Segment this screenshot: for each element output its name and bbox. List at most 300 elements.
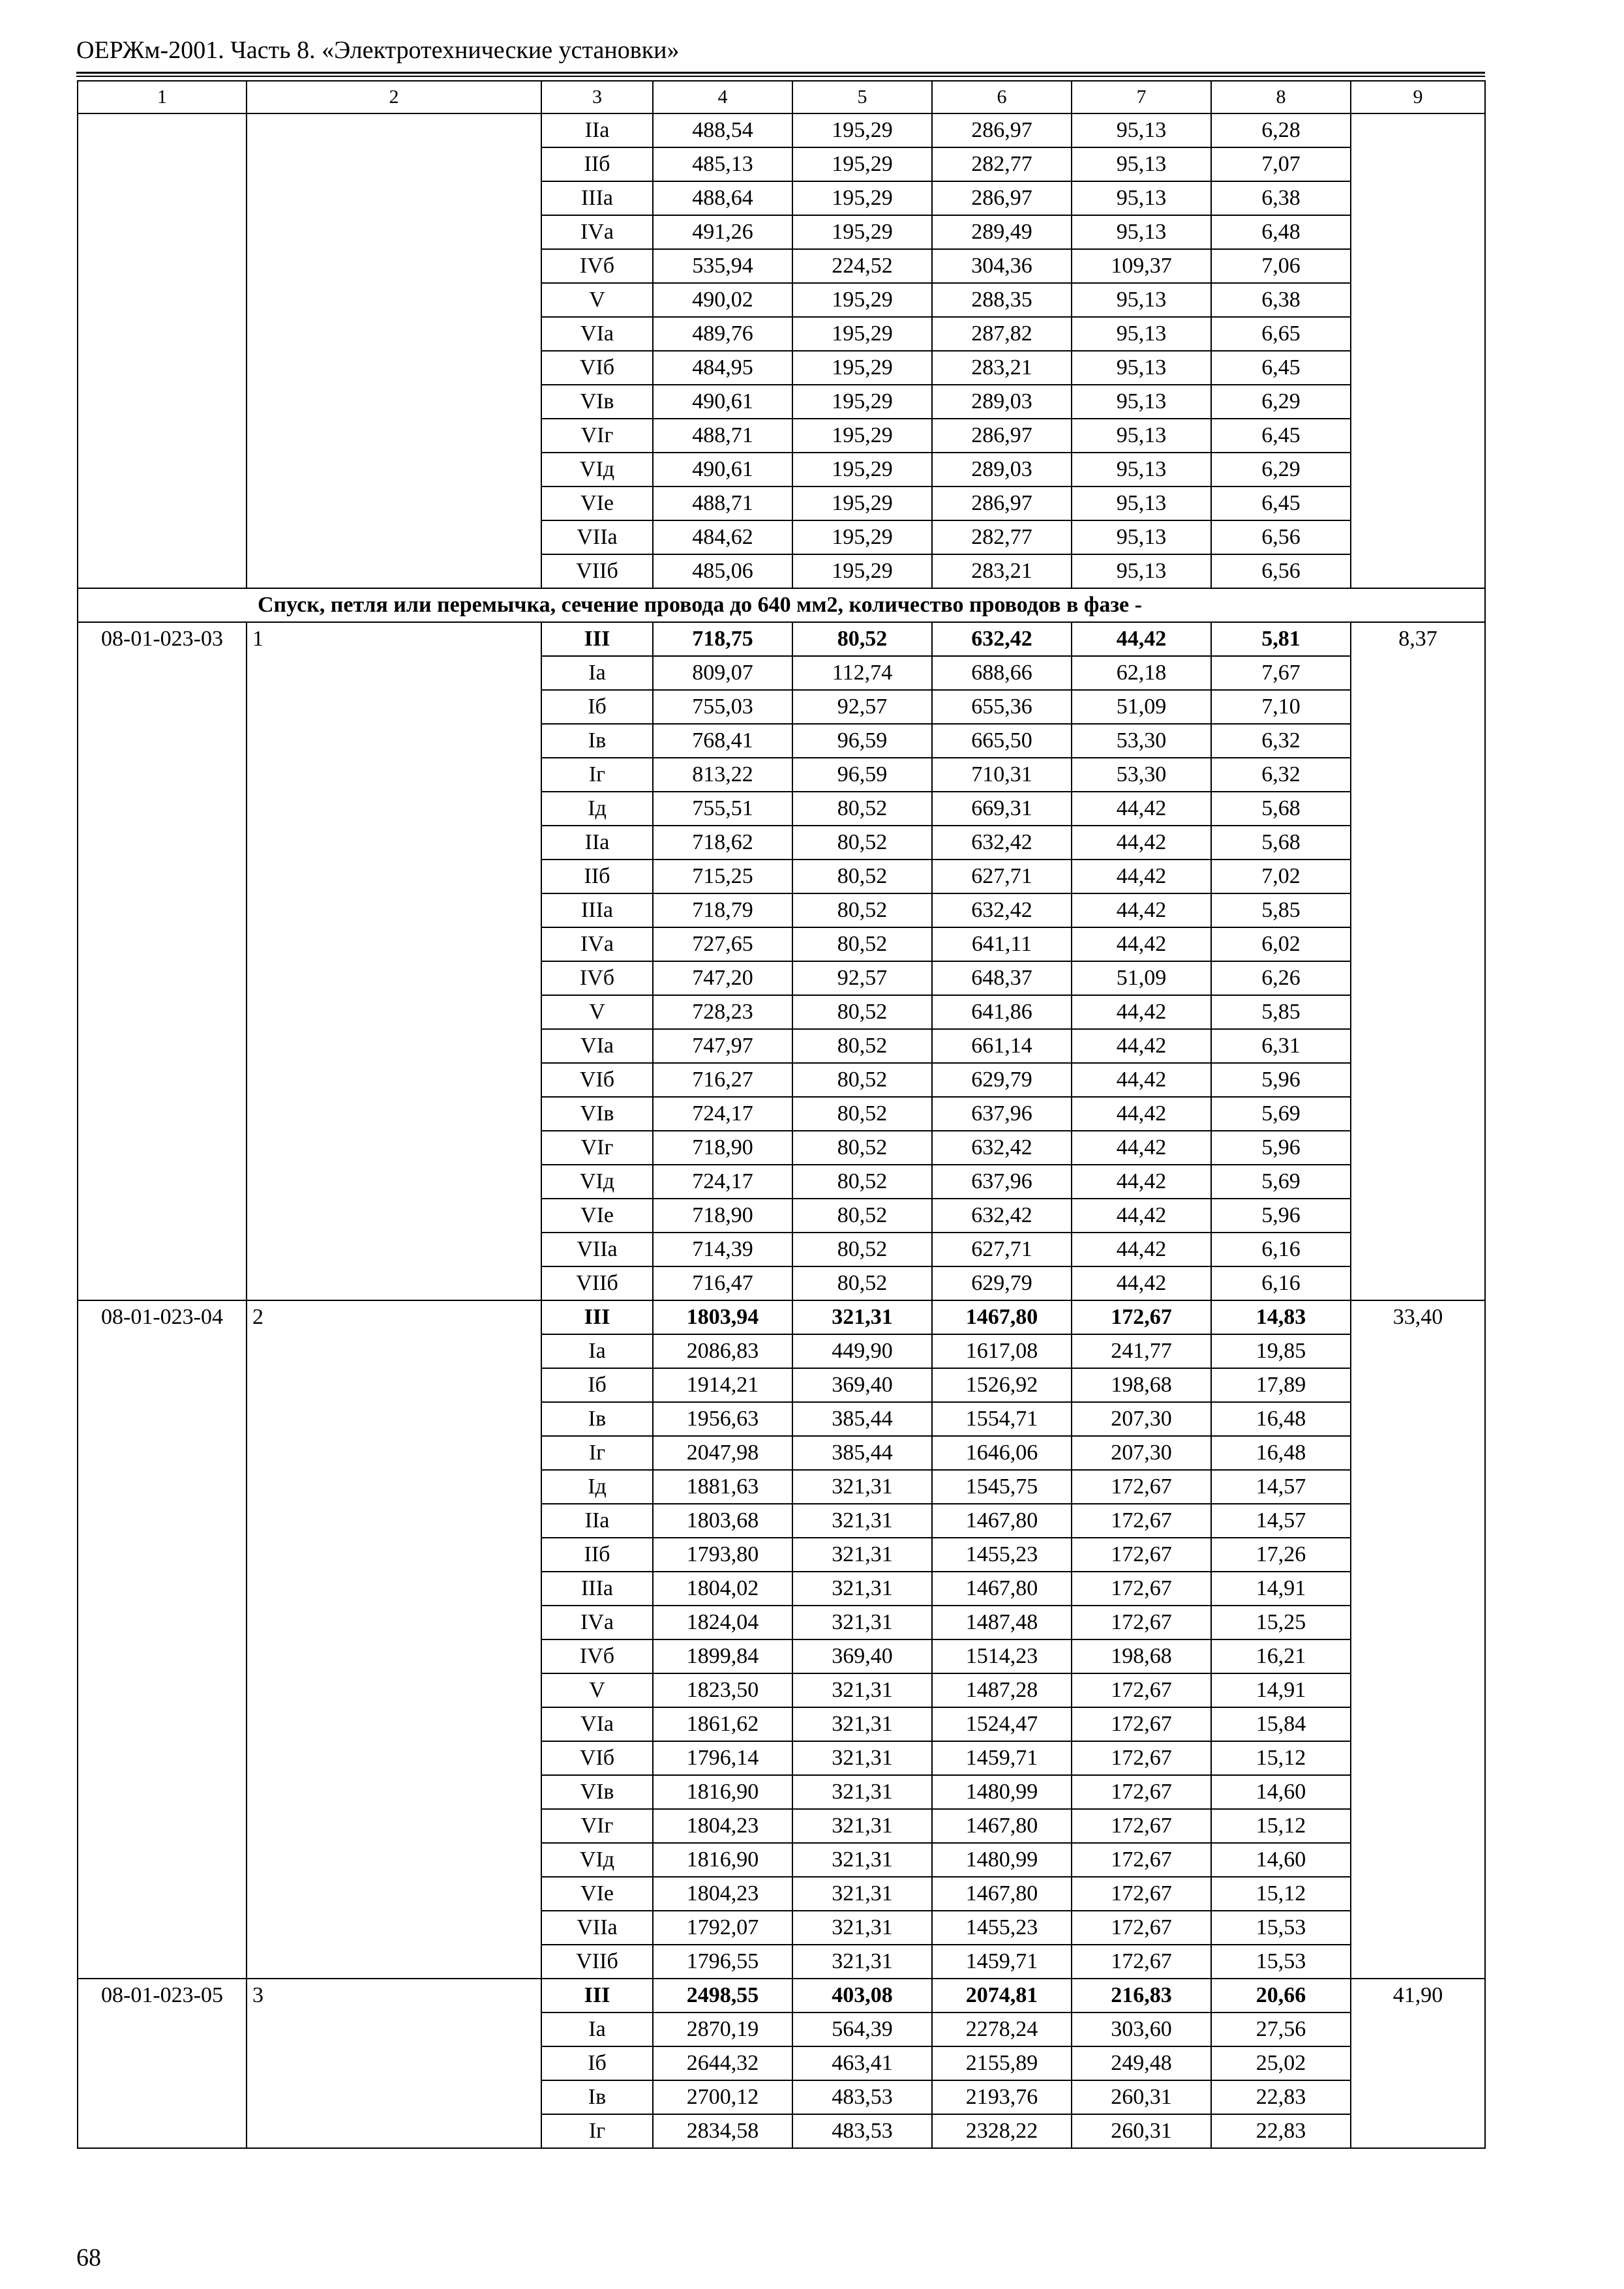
value-cell: 172,67 [1072,1470,1211,1504]
value-cell: 1899,84 [653,1639,792,1673]
column-number-cell: 8 [1211,81,1351,113]
zone-cell: Iг [541,2114,653,2148]
value-cell: 6,32 [1211,758,1351,792]
value-cell: 27,56 [1211,2012,1351,2046]
value-cell: 44,42 [1072,1029,1211,1063]
value-cell: 485,13 [653,147,792,181]
value-cell: 14,83 [1211,1300,1351,1334]
value-cell: 463,41 [792,2046,932,2080]
value-cell: 95,13 [1072,317,1211,351]
zone-cell: Iв [541,1402,653,1436]
value-cell: 1804,23 [653,1877,792,1911]
value-cell: 260,31 [1072,2080,1211,2114]
value-cell: 172,67 [1072,1775,1211,1809]
value-cell: 484,62 [653,520,792,554]
column-number-cell: 6 [932,81,1072,113]
value-cell: 6,48 [1211,215,1351,249]
value-cell: 2644,32 [653,2046,792,2080]
value-cell: 1467,80 [932,1572,1072,1606]
zone-cell: IVа [541,215,653,249]
zone-cell: IIIа [541,181,653,215]
header-rule [76,72,1485,74]
value-cell: 95,13 [1072,419,1211,453]
value-cell: 2047,98 [653,1436,792,1470]
value-cell: 768,41 [653,724,792,758]
value-cell: 1455,23 [932,1911,1072,1945]
value-cell: 1467,80 [932,1300,1072,1334]
value-cell: 321,31 [792,1504,932,1538]
zone-cell: Iв [541,2080,653,2114]
value-cell: 283,21 [932,554,1072,588]
value-cell: 14,60 [1211,1775,1351,1809]
value-cell: 80,52 [792,1266,932,1300]
zone-cell: V [541,995,653,1029]
value-cell: 286,97 [932,419,1072,453]
col9-cell: 8,37 [1351,622,1485,1300]
value-cell: 53,30 [1072,758,1211,792]
value-cell: 96,59 [792,724,932,758]
value-cell: 724,17 [653,1165,792,1199]
table-row [78,113,1485,147]
value-cell: 485,06 [653,554,792,588]
value-cell: 14,91 [1211,1572,1351,1606]
zone-cell: Iб [541,690,653,724]
value-cell: 718,90 [653,1199,792,1233]
column-number-cell: 7 [1072,81,1211,113]
value-cell: 535,94 [653,249,792,283]
value-cell: 632,42 [932,826,1072,860]
value-cell: 92,57 [792,961,932,995]
value-cell: 7,06 [1211,249,1351,283]
value-cell: 224,52 [792,249,932,283]
value-cell: 641,86 [932,995,1072,1029]
value-cell: 92,57 [792,690,932,724]
value-cell: 6,38 [1211,283,1351,317]
value-cell: 260,31 [1072,2114,1211,2148]
zone-cell: VIб [541,351,653,385]
value-cell: 95,13 [1072,215,1211,249]
value-cell: 62,18 [1072,656,1211,690]
zone-cell: V [541,1673,653,1707]
column-number-cell: 3 [541,81,653,113]
value-cell: 321,31 [792,1843,932,1877]
value-cell: 195,29 [792,419,932,453]
value-cell: 665,50 [932,724,1072,758]
value-cell: 321,31 [792,1470,932,1504]
value-cell: 287,82 [932,317,1072,351]
zone-cell: Iа [541,2012,653,2046]
zone-cell: Iд [541,792,653,826]
value-cell: 95,13 [1072,520,1211,554]
value-cell: 44,42 [1072,1199,1211,1233]
value-cell: 44,42 [1072,622,1211,656]
value-cell: 714,39 [653,1233,792,1266]
value-cell: 172,67 [1072,1707,1211,1741]
value-cell: 286,97 [932,113,1072,147]
value-cell: 1803,94 [653,1300,792,1334]
value-cell: 321,31 [792,1809,932,1843]
value-cell: 44,42 [1072,792,1211,826]
value-cell: 6,16 [1211,1233,1351,1266]
value-cell: 80,52 [792,1029,932,1063]
value-cell: 6,28 [1211,113,1351,147]
value-cell: 1914,21 [653,1368,792,1402]
value-cell: 7,07 [1211,147,1351,181]
table-row [78,1300,1485,1334]
value-cell: 44,42 [1072,826,1211,860]
code-cell: 08-01-023-04 [78,1300,247,1979]
value-cell: 7,02 [1211,860,1351,893]
col9-cell [1351,113,1485,588]
value-cell: 321,31 [792,1741,932,1775]
value-cell: 195,29 [792,554,932,588]
value-cell: 1796,55 [653,1945,792,1979]
zone-cell: IIIа [541,1572,653,1606]
value-cell: 1514,23 [932,1639,1072,1673]
value-cell: 5,68 [1211,792,1351,826]
value-cell: 195,29 [792,520,932,554]
zone-cell: VIб [541,1063,653,1097]
value-cell: 207,30 [1072,1436,1211,1470]
zone-cell: III [541,1979,653,2012]
zone-cell: VIд [541,1165,653,1199]
value-cell: 53,30 [1072,724,1211,758]
zone-cell: VIIа [541,1911,653,1945]
zone-cell: III [541,1300,653,1334]
value-cell: 241,77 [1072,1334,1211,1368]
column-number-cell: 5 [792,81,932,113]
value-cell: 669,31 [932,792,1072,826]
value-cell: 483,53 [792,2080,932,2114]
value-cell: 727,65 [653,927,792,961]
zone-cell: VIе [541,486,653,520]
value-cell: 5,81 [1211,622,1351,656]
value-cell: 195,29 [792,215,932,249]
value-cell: 488,54 [653,113,792,147]
table-row [78,1979,1485,2012]
value-cell: 1861,62 [653,1707,792,1741]
section-row [78,588,1485,622]
value-cell: 80,52 [792,792,932,826]
value-cell: 289,49 [932,215,1072,249]
value-cell: 80,52 [792,927,932,961]
value-cell: 14,57 [1211,1504,1351,1538]
value-cell: 1545,75 [932,1470,1072,1504]
zone-cell: IIIа [541,893,653,927]
value-cell: 44,42 [1072,927,1211,961]
value-cell: 6,26 [1211,961,1351,995]
zone-cell: VIг [541,1131,653,1165]
rates-table [77,80,1486,2149]
zone-cell: VIа [541,1707,653,1741]
value-cell: 207,30 [1072,1402,1211,1436]
value-cell: 15,84 [1211,1707,1351,1741]
zone-cell: Iб [541,2046,653,2080]
value-cell: 403,08 [792,1979,932,2012]
value-cell: 369,40 [792,1639,932,1673]
value-cell: 44,42 [1072,1266,1211,1300]
zone-cell: VIв [541,1097,653,1131]
value-cell: 1480,99 [932,1843,1072,1877]
value-cell: 95,13 [1072,181,1211,215]
value-cell: 6,56 [1211,554,1351,588]
value-cell: 16,21 [1211,1639,1351,1673]
zone-cell: IIа [541,113,653,147]
value-cell: 724,17 [653,1097,792,1131]
value-cell: 6,38 [1211,181,1351,215]
zone-cell: Iг [541,758,653,792]
zone-cell: VIб [541,1741,653,1775]
value-cell: 1816,90 [653,1843,792,1877]
value-cell: 6,65 [1211,317,1351,351]
value-cell: 95,13 [1072,147,1211,181]
value-cell: 2498,55 [653,1979,792,2012]
value-cell: 25,02 [1211,2046,1351,2080]
table-row [78,622,1485,656]
zone-cell: Iа [541,1334,653,1368]
zone-cell: VIд [541,453,653,486]
zone-cell: IIа [541,1504,653,1538]
value-cell: 488,71 [653,419,792,453]
header-rule-double [76,76,1485,77]
value-cell: 44,42 [1072,1165,1211,1199]
value-cell: 6,56 [1211,520,1351,554]
value-cell: 715,25 [653,860,792,893]
value-cell: 321,31 [792,1945,932,1979]
value-cell: 385,44 [792,1402,932,1436]
value-cell: 95,13 [1072,385,1211,419]
value-cell: 304,36 [932,249,1072,283]
value-cell: 1804,23 [653,1809,792,1843]
value-cell: 2074,81 [932,1979,1072,2012]
value-cell: 6,29 [1211,453,1351,486]
column-number-cell: 9 [1351,81,1485,113]
zone-cell: VIа [541,1029,653,1063]
zone-cell: VIв [541,1775,653,1809]
value-cell: 1792,07 [653,1911,792,1945]
value-cell: 1459,71 [932,1741,1072,1775]
value-cell: 321,31 [792,1606,932,1639]
value-cell: 6,45 [1211,486,1351,520]
value-cell: 648,37 [932,961,1072,995]
value-cell: 195,29 [792,147,932,181]
value-cell: 1455,23 [932,1538,1072,1572]
value-cell: 321,31 [792,1707,932,1741]
value-cell: 321,31 [792,1877,932,1911]
zone-cell: III [541,622,653,656]
value-cell: 95,13 [1072,453,1211,486]
zone-cell: Iд [541,1470,653,1504]
value-cell: 6,45 [1211,419,1351,453]
value-cell: 80,52 [792,1063,932,1097]
value-cell: 661,14 [932,1029,1072,1063]
value-cell: 6,29 [1211,385,1351,419]
value-cell: 80,52 [792,1199,932,1233]
value-cell: 289,03 [932,385,1072,419]
number-cell: 2 [247,1300,541,1979]
value-cell: 1956,63 [653,1402,792,1436]
zone-cell: IVб [541,249,653,283]
value-cell: 2834,58 [653,2114,792,2148]
value-cell: 5,96 [1211,1131,1351,1165]
value-cell: 172,67 [1072,1843,1211,1877]
zone-cell: IVб [541,961,653,995]
value-cell: 321,31 [792,1911,932,1945]
value-cell: 44,42 [1072,1233,1211,1266]
value-cell: 716,47 [653,1266,792,1300]
value-cell: 6,31 [1211,1029,1351,1063]
value-cell: 1646,06 [932,1436,1072,1470]
value-cell: 109,37 [1072,249,1211,283]
column-number-cell: 4 [653,81,792,113]
value-cell: 80,52 [792,995,932,1029]
value-cell: 5,85 [1211,995,1351,1029]
zone-cell: VIIа [541,520,653,554]
zone-cell: Iб [541,1368,653,1402]
zone-cell: VIг [541,1809,653,1843]
value-cell: 44,42 [1072,1131,1211,1165]
value-cell: 80,52 [792,826,932,860]
value-cell: 747,97 [653,1029,792,1063]
value-cell: 490,02 [653,283,792,317]
zone-cell: V [541,283,653,317]
value-cell: 813,22 [653,758,792,792]
value-cell: 51,09 [1072,961,1211,995]
value-cell: 490,61 [653,385,792,419]
zone-cell: IIа [541,826,653,860]
value-cell: 195,29 [792,113,932,147]
value-cell: 44,42 [1072,1097,1211,1131]
value-cell: 637,96 [932,1097,1072,1131]
value-cell: 385,44 [792,1436,932,1470]
column-number-cell: 1 [78,81,247,113]
value-cell: 6,45 [1211,351,1351,385]
value-cell: 7,67 [1211,656,1351,690]
value-cell: 288,35 [932,283,1072,317]
value-cell: 198,68 [1072,1639,1211,1673]
value-cell: 5,69 [1211,1165,1351,1199]
value-cell: 195,29 [792,283,932,317]
value-cell: 172,67 [1072,1741,1211,1775]
value-cell: 1487,28 [932,1673,1072,1707]
value-cell: 172,67 [1072,1606,1211,1639]
value-cell: 627,71 [932,860,1072,893]
value-cell: 172,67 [1072,1877,1211,1911]
value-cell: 1793,80 [653,1538,792,1572]
value-cell: 80,52 [792,893,932,927]
value-cell: 632,42 [932,1199,1072,1233]
value-cell: 747,20 [653,961,792,995]
value-cell: 195,29 [792,486,932,520]
section-title: Спуск, петля или перемычка, сечение провода до 640 мм2, количество проводов в фазе - [78,588,1485,622]
value-cell: 19,85 [1211,1334,1351,1368]
value-cell: 809,07 [653,656,792,690]
value-cell: 1526,92 [932,1368,1072,1402]
value-cell: 321,31 [792,1673,932,1707]
value-cell: 488,71 [653,486,792,520]
value-cell: 172,67 [1072,1300,1211,1334]
value-cell: 51,09 [1072,690,1211,724]
value-cell: 80,52 [792,1097,932,1131]
zone-cell: VIг [541,419,653,453]
value-cell: 321,31 [792,1775,932,1809]
zone-cell: IIб [541,147,653,181]
value-cell: 16,48 [1211,1436,1351,1470]
value-cell: 5,68 [1211,826,1351,860]
number-cell: 1 [247,622,541,1300]
zone-cell: VIIб [541,1945,653,1979]
value-cell: 1554,71 [932,1402,1072,1436]
value-cell: 321,31 [792,1300,932,1334]
col9-cell: 33,40 [1351,1300,1485,1979]
value-cell: 172,67 [1072,1911,1211,1945]
value-cell: 6,02 [1211,927,1351,961]
value-cell: 449,90 [792,1334,932,1368]
value-cell: 44,42 [1072,893,1211,927]
zone-cell: VIе [541,1199,653,1233]
value-cell: 1816,90 [653,1775,792,1809]
value-cell: 5,85 [1211,893,1351,927]
value-cell: 632,42 [932,1131,1072,1165]
value-cell: 15,53 [1211,1945,1351,1979]
value-cell: 216,83 [1072,1979,1211,2012]
page-header: ОЕРЖм-2001. Часть 8. «Электротехнические установки» [76,37,680,64]
value-cell: 283,21 [932,351,1072,385]
value-cell: 282,77 [932,520,1072,554]
value-cell: 2328,22 [932,2114,1072,2148]
value-cell: 172,67 [1072,1504,1211,1538]
value-cell: 95,13 [1072,486,1211,520]
zone-cell: VIIа [541,1233,653,1266]
value-cell: 80,52 [792,860,932,893]
zone-cell: VIв [541,385,653,419]
zone-cell: IIб [541,1538,653,1572]
value-cell: 2870,19 [653,2012,792,2046]
value-cell: 321,31 [792,1538,932,1572]
value-cell: 1487,48 [932,1606,1072,1639]
value-cell: 488,64 [653,181,792,215]
code-cell [78,113,247,588]
value-cell: 198,68 [1072,1368,1211,1402]
value-cell: 172,67 [1072,1673,1211,1707]
value-cell: 629,79 [932,1063,1072,1097]
column-number-row [78,81,1485,113]
value-cell: 80,52 [792,1233,932,1266]
value-cell: 5,96 [1211,1063,1351,1097]
value-cell: 172,67 [1072,1538,1211,1572]
rates-table-body [78,81,1485,2148]
value-cell: 2155,89 [932,2046,1072,2080]
value-cell: 286,97 [932,181,1072,215]
value-cell: 22,83 [1211,2114,1351,2148]
value-cell: 5,96 [1211,1199,1351,1233]
number-cell [247,113,541,588]
value-cell: 15,53 [1211,1911,1351,1945]
value-cell: 95,13 [1072,554,1211,588]
value-cell: 20,66 [1211,1979,1351,2012]
value-cell: 1881,63 [653,1470,792,1504]
value-cell: 655,36 [932,690,1072,724]
value-cell: 95,13 [1072,283,1211,317]
value-cell: 15,12 [1211,1809,1351,1843]
value-cell: 632,42 [932,622,1072,656]
zone-cell: IIб [541,860,653,893]
value-cell: 2193,76 [932,2080,1072,2114]
value-cell: 490,61 [653,453,792,486]
col9-cell: 41,90 [1351,1979,1485,2148]
value-cell: 491,26 [653,215,792,249]
zone-cell: IVб [541,1639,653,1673]
